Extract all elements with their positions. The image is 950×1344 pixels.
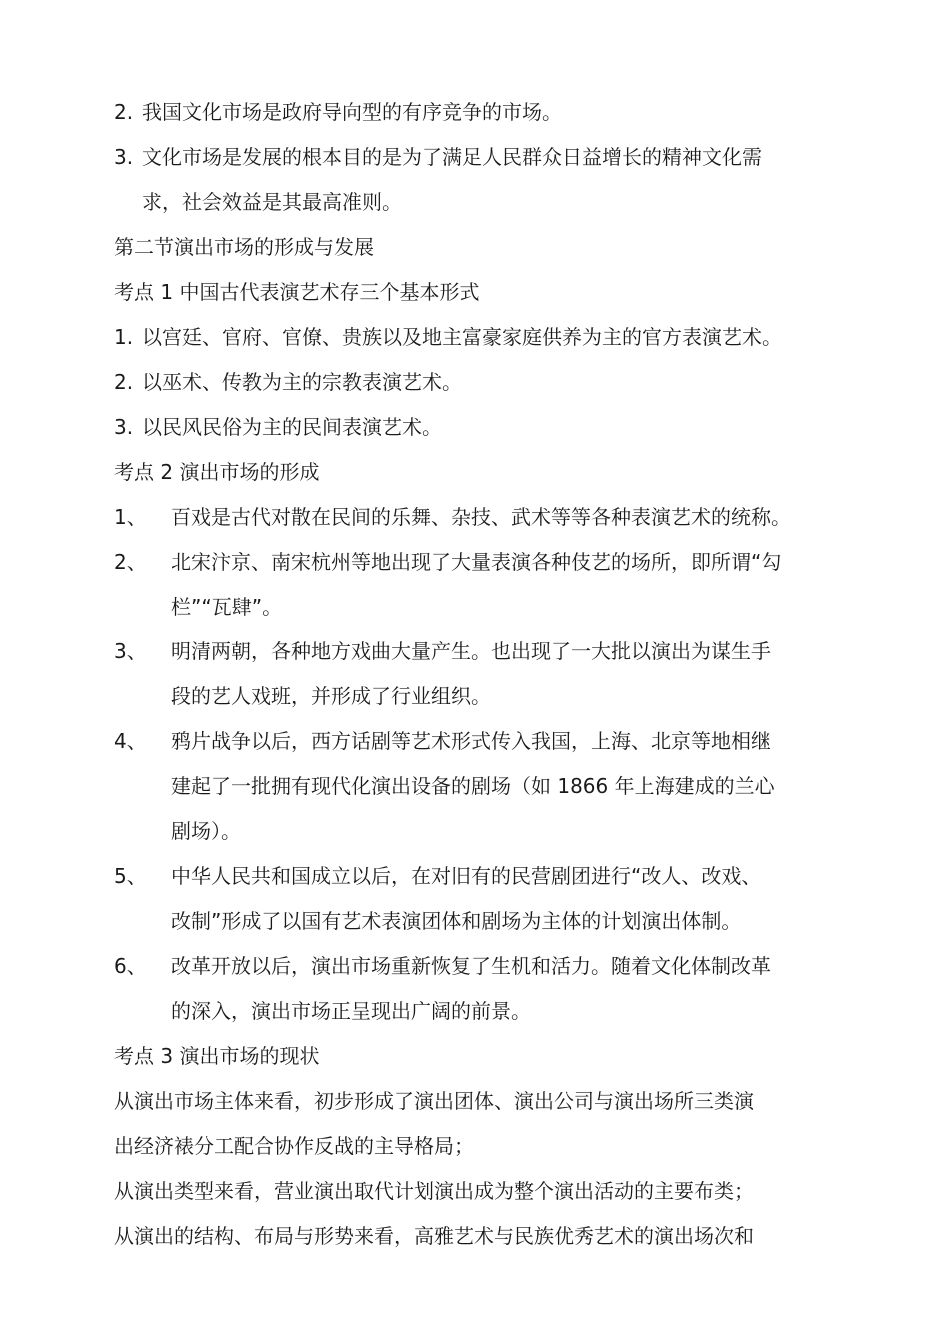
list-item bbox=[114, 368, 844, 396]
item-text: 文化市场是发展的根本目的是为了满足人民群众日益增长的精神文化需 bbox=[142, 145, 762, 169]
item-text: 北宋汴京、南宋杭州等地出现了大量表演各种伎艺的场所，即所谓“勾 bbox=[171, 550, 782, 574]
item-text: 改革开放以后，演出市场重新恢复了生机和活力。随着文化体制改革 bbox=[171, 954, 771, 978]
paragraph-line: 从演出的结构、布局与形势来看，高雅艺术与民族优秀艺术的演出场次和 bbox=[114, 1224, 754, 1248]
item-text: 以巫术、传教为主的宗教表演艺术。 bbox=[142, 370, 462, 394]
item-text: 中华人民共和国成立以后，在对旧有的民营剧团进行“改人、改戏、 bbox=[171, 864, 762, 888]
item-text: 以宫廷、官府、官僚、贵族以及地主富豪家庭供养为主的官方表演艺术。 bbox=[142, 325, 782, 349]
item-number: 1. bbox=[114, 325, 134, 349]
item-number: 6、 bbox=[114, 954, 147, 978]
list-item bbox=[114, 952, 844, 980]
list-item-continuation: 段的艺人戏班，并形成了行业组织。 bbox=[171, 684, 491, 708]
item-text: 以民风民俗为主的民间表演艺术。 bbox=[142, 415, 442, 439]
item-number: 4、 bbox=[114, 729, 147, 753]
point-heading: 考点 1 中国古代表演艺术存三个基本形式 bbox=[114, 280, 480, 304]
item-text: 明清两朝，各种地方戏曲大量产生。也出现了一大批以演出为谋生手 bbox=[171, 639, 771, 663]
item-number: 2、 bbox=[114, 550, 147, 574]
item-number: 1、 bbox=[114, 505, 147, 529]
item-number: 5、 bbox=[114, 864, 147, 888]
list-item-continuation: 栏”“瓦肆”。 bbox=[171, 595, 283, 619]
paragraph-line: 从演出市场主体来看，初步形成了演出团体、演出公司与演出场所三类演 bbox=[114, 1089, 754, 1113]
item-text: 鸦片战争以后，西方话剧等艺术形式传入我国，上海、北京等地相继 bbox=[171, 729, 771, 753]
point-heading: 考点 3 演出市场的现状 bbox=[114, 1044, 320, 1068]
item-text: 我国文化市场是政府导向型的有序竞争的市场。 bbox=[142, 100, 562, 124]
list-item bbox=[114, 862, 844, 890]
item-number: 3、 bbox=[114, 639, 147, 663]
list-item bbox=[114, 637, 844, 665]
list-item bbox=[114, 323, 844, 351]
item-number: 3. bbox=[114, 415, 134, 439]
list-item-continuation: 剧场）。 bbox=[171, 819, 241, 843]
item-text: 百戏是古代对散在民间的乐舞、杂技、武术等等各种表演艺术的统称。 bbox=[171, 505, 791, 529]
item-number: 2. bbox=[114, 100, 134, 124]
list-item bbox=[114, 143, 844, 171]
item-number: 2. bbox=[114, 370, 134, 394]
list-item-continuation: 建起了一批拥有现代化演出设备的剧场（如 1866 年上海建成的兰心 bbox=[171, 774, 775, 798]
paragraph-line: 从演出类型来看，营业演出取代计划演出成为整个演出活动的主要布类； bbox=[114, 1179, 754, 1203]
list-item bbox=[114, 727, 844, 755]
list-item-continuation: 的深入，演出市场正呈现出广阔的前景。 bbox=[171, 999, 531, 1023]
list-item-continuation: 求，社会效益是其最高准则。 bbox=[142, 190, 402, 214]
paragraph-line: 出经济裱分工配合协作反战的主导格局； bbox=[114, 1134, 474, 1158]
list-item-continuation: 改制”形成了以国有艺术表演团体和剧场为主体的计划演出体制。 bbox=[171, 909, 742, 933]
list-item bbox=[114, 548, 844, 576]
list-item bbox=[114, 413, 844, 441]
list-item bbox=[114, 503, 844, 531]
section-heading: 第二节演出市场的形成与发展 bbox=[114, 235, 374, 259]
list-item bbox=[114, 98, 844, 126]
point-heading: 考点 2 演出市场的形成 bbox=[114, 460, 320, 484]
item-number: 3. bbox=[114, 145, 134, 169]
